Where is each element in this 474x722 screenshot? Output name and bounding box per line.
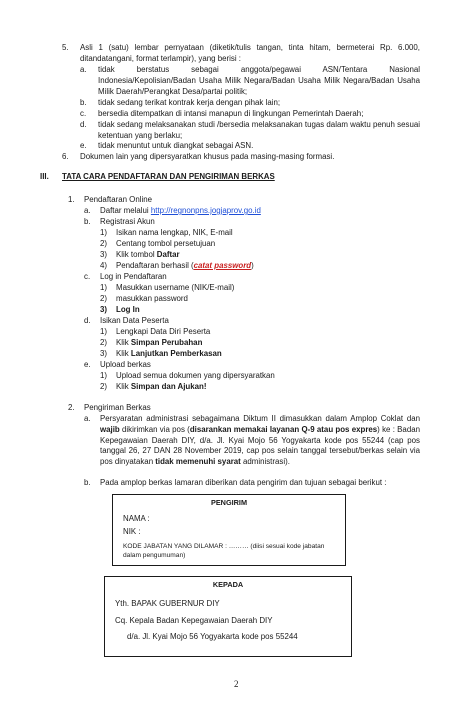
- p1b-step-2-number: 2): [100, 239, 108, 248]
- kepada-line-3: d/a. Jl. Kyai Mojo 56 Yogyakarta kode pos 55244: [127, 632, 298, 642]
- p1-number: 1.: [68, 195, 75, 204]
- item-5b-text: tidak sedang terikat kontrak kerja dengan pihak lain;: [98, 98, 281, 107]
- p2-number: 2.: [68, 403, 75, 412]
- item-5e-label: e.: [80, 141, 87, 150]
- p1b-step-4-number: 4): [100, 261, 108, 270]
- item-5d-text: tidak sedang melaksanakan studi /bersedia melaksanakan tugas dalam waktu penuh sesuai ketentuan yang berlaku;: [98, 120, 420, 140]
- p2b-text: Pada amplop berkas lamaran diberikan data pengirim dan tujuan sebagai berikut :: [100, 478, 387, 487]
- p1e-text: Upload berkas: [100, 360, 151, 369]
- p1b-step-2-text: Centang tombol persetujuan: [116, 239, 216, 248]
- p1a-text: Daftar melalui http://regnonpns.jogjaprov.go.id: [100, 206, 261, 215]
- p1e-step-2-number: 2): [100, 382, 108, 391]
- p1d-step-3-text: Klik Lanjutkan Pemberkasan: [116, 349, 222, 358]
- p1e-step-1-text: Upload semua dokumen yang dipersyaratkan: [116, 371, 275, 380]
- item-5c-text: bersedia ditempatkan di intansi manapun di lingkungan Pemerintah Daerah;: [98, 109, 364, 118]
- p1d-step-3-number: 3): [100, 349, 108, 358]
- p1e-step-1-number: 1): [100, 371, 108, 380]
- pengirim-title: PENGIRIM: [210, 498, 248, 507]
- item-5e-text: tidak menuntut untuk diangkat sebagai ASN.: [98, 141, 254, 150]
- p1b-text: Registrasi Akun: [100, 217, 155, 226]
- pengirim-kode-jabatan: KODE JABATAN YANG DILAMAR : ……… (diisi sesuai kode jabatan dalam pengumuman): [123, 543, 325, 559]
- p1c-text: Log in Pendaftaran: [100, 272, 167, 281]
- page-number: 2: [234, 679, 239, 689]
- item-5b-label: b.: [80, 98, 87, 107]
- p1b-step-3-text: Klik tombol Daftar: [116, 250, 180, 259]
- p1d-step-2-text: Klik Simpan Perubahan: [116, 338, 203, 347]
- section-3-title: TATA CARA PENDAFTARAN DAN PENGIRIMAN BERKAS: [62, 172, 275, 181]
- kepada-box: [104, 576, 352, 657]
- p2-title: Pengiriman Berkas: [84, 403, 151, 412]
- item-5a-text: tidak berstatus sebagai anggota/pegawai ASN/Tentara Nasional Indonesia/Kepolisian/Badan Usaha Milik Negara/Badan Usaha Milik Negara/Badan Usaha Milik Daerah/Perangkat Desa/partai politik;: [98, 65, 420, 96]
- p1d-step-1-number: 1): [100, 327, 108, 336]
- p1b-step-1-text: Isikan nama lengkap, NIK, E-mail: [116, 228, 233, 237]
- section-3-number: III.: [40, 172, 49, 181]
- p1-title: Pendaftaran Online: [84, 195, 152, 204]
- p2b-label: b.: [84, 478, 91, 487]
- p1c-step-1-text: Masukkan username (NIK/E-mail): [116, 283, 235, 292]
- p1a-label: a.: [84, 206, 91, 215]
- pengirim-box: [112, 494, 346, 566]
- p1b-label: b.: [84, 217, 91, 226]
- p1d-step-1-text: Lengkapi Data Diri Peserta: [116, 327, 211, 336]
- p1c-label: c.: [84, 272, 91, 281]
- p1c-step-2-text: masukkan password: [116, 294, 188, 303]
- item-5-text: Asli 1 (satu) lembar pernyataan (diketik/tulis tangan, tinta hitam, bermeterai Rp. 6.000, ditandatangani, format terlampir), yang berisi :: [80, 43, 420, 63]
- p2a-label: a.: [84, 414, 91, 423]
- p1d-text: Isikan Data Peserta: [100, 316, 169, 325]
- item-5a-label: a.: [80, 65, 87, 74]
- item-5-number: 5.: [62, 43, 69, 52]
- kepada-line-1: Yth. BAPAK GUBERNUR DIY: [115, 598, 220, 608]
- item-5d-label: d.: [80, 120, 87, 129]
- item-6-text: Dokumen lain yang dipersyaratkan khusus pada masing-masing formasi.: [80, 152, 335, 161]
- item-5c-label: c.: [80, 109, 87, 118]
- kepada-line-2: Cq. Kepala Badan Kepegawaian Daerah DIY: [115, 615, 273, 625]
- p1c-step-2-number: 2): [100, 294, 108, 303]
- p2a-text: Persyaratan administrasi sebagaimana Diktum II dimasukkan dalam Amplop Coklat dan wajib dikirimkan via pos (disarankan memakai layanan Q-9 atau pos expres) ke : Badan Kepegawaian Daerah DIY, d/a. Jl. Kyai Mojo 56 Yogyakarta kode pos 55244 (cap pos tanggal 26, 27 DAN 28 November 2019, cap pos selain tanggal tersebut/berkas selain via pos dinyatakan tidak memenuhi syarat administrasi).: [100, 414, 420, 466]
- p1b-step-4-text: Pendaftaran berhasil (catat password): [116, 261, 254, 270]
- p1b-step-3-number: 3): [100, 250, 108, 259]
- p1e-label: e.: [84, 360, 91, 369]
- kepada-title: KEPADA: [212, 580, 244, 589]
- p1c-step-1-number: 1): [100, 283, 108, 292]
- registration-link[interactable]: http://regnonpns.jogjaprov.go.id: [150, 206, 261, 215]
- p1c-step-3-number: 3): [100, 305, 108, 314]
- catat-password-note: catat password: [193, 261, 252, 270]
- pengirim-nik: NIK :: [123, 526, 141, 536]
- item-6-number: 6.: [62, 152, 69, 161]
- p1e-step-2-text: Klik Simpan dan Ajukan!: [116, 382, 207, 391]
- p1d-label: d.: [84, 316, 91, 325]
- pengirim-nama: NAMA :: [123, 513, 150, 523]
- p1c-step-3-text: Log In: [116, 305, 140, 314]
- p1d-step-2-number: 2): [100, 338, 108, 347]
- p1b-step-1-number: 1): [100, 228, 108, 237]
